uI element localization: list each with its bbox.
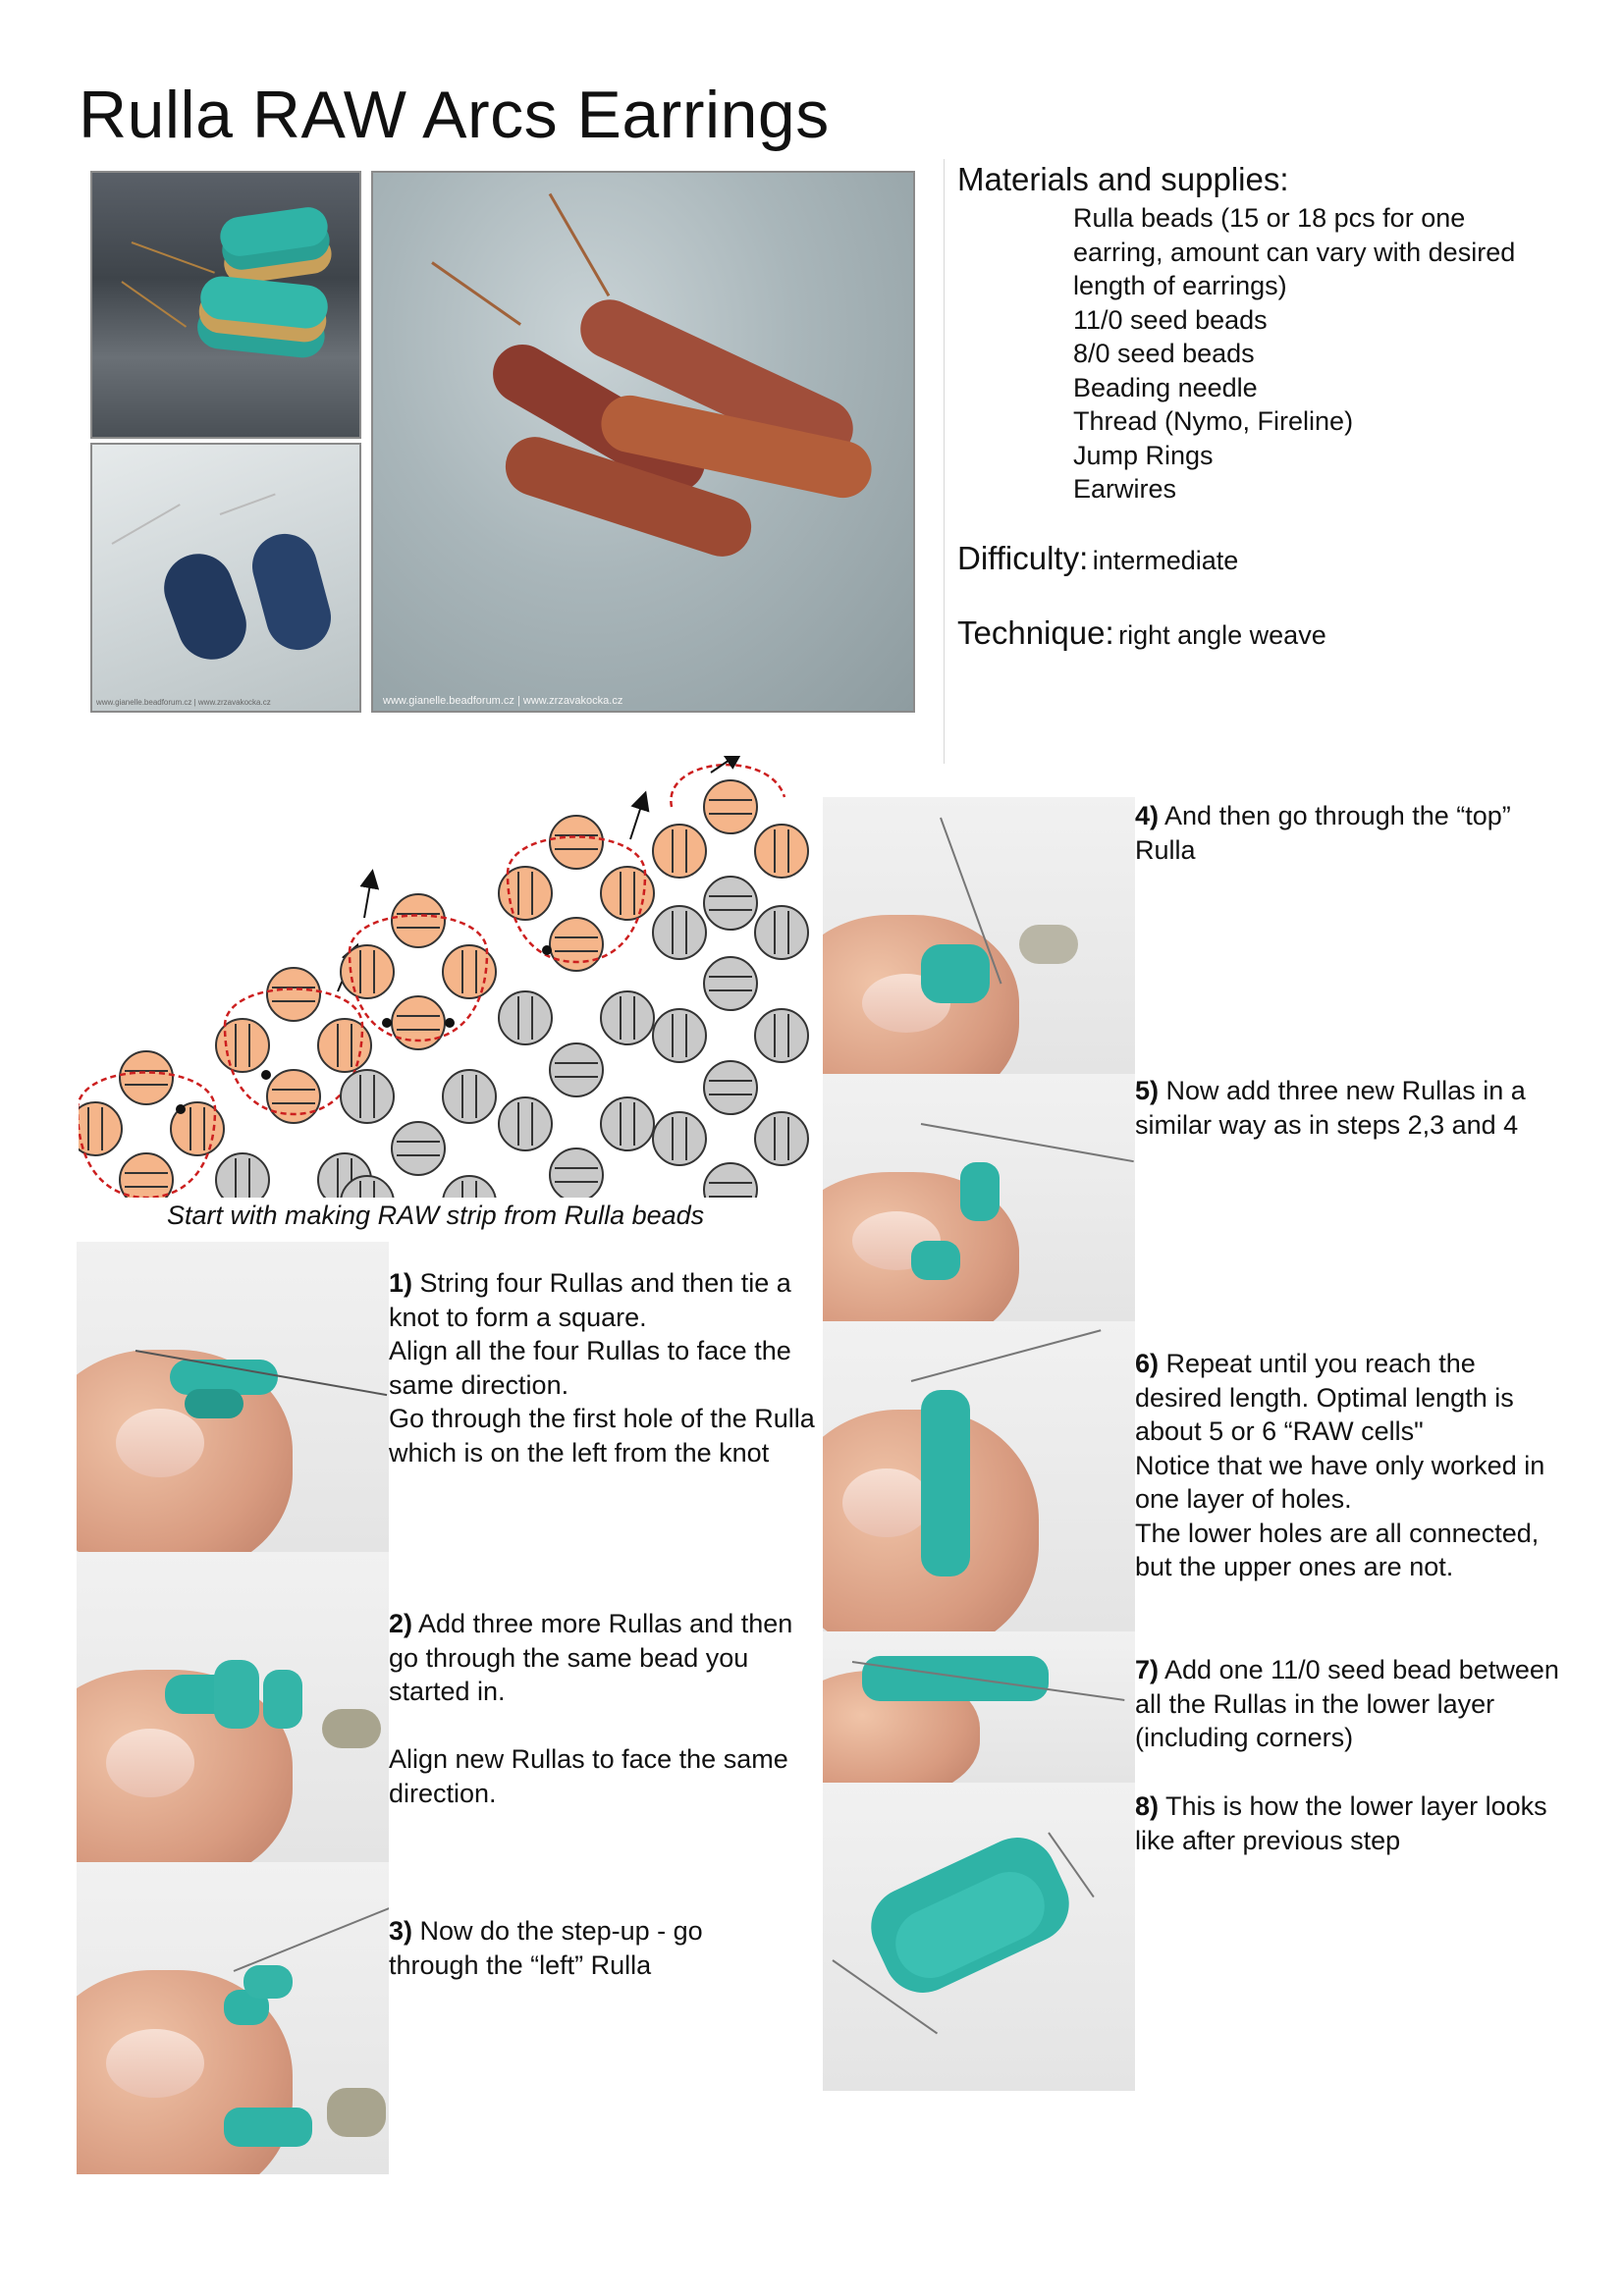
step-number: 1) (389, 1268, 413, 1298)
materials-list (1073, 201, 1554, 507)
materials-item: Beading needle (1073, 372, 1258, 402)
materials-heading: Materials and supplies: (957, 161, 1289, 197)
column-divider (944, 159, 945, 764)
photo-watermark: www.gianelle.beadforum.cz | www.zrzavakocka.cz (383, 695, 623, 707)
step-number: 6) (1135, 1349, 1160, 1378)
step-5-photo (823, 1074, 1135, 1321)
step-6-photo (823, 1321, 1135, 1631)
step-body: This is how the lower layer looks like after previous step (1135, 1791, 1547, 1855)
step-6-text (1135, 1347, 1567, 1584)
step-4-text (1135, 799, 1547, 867)
diagram-caption: Start with making RAW strip from Rulla beads (167, 1201, 705, 1230)
step-8-photo (823, 1783, 1135, 2091)
diagram-step-1 (79, 1051, 224, 1198)
materials-item: Jump Rings (1073, 440, 1214, 470)
step-1-text (389, 1266, 821, 1469)
step-body: Add one 11/0 seed bead between all the Rullas in the lower layer (including corners) (1135, 1655, 1559, 1752)
difficulty-label: Difficulty: (957, 540, 1089, 576)
step-body: Now do the step-up - go through the “left” Rulla (389, 1916, 703, 1980)
step-body: Add three more Rullas and then go through the same bead you started in. Align new Rullas to face the same direction. (389, 1609, 793, 1808)
materials-item: Thread (Nymo, Fireline) (1073, 406, 1354, 436)
step-body: Repeat until you reach the desired length. Optimal length is about 5 or 6 “RAW cells" Notice that we have only worked in one layer of holes. The lower holes are all connected, but the upper ones are not. (1135, 1349, 1545, 1581)
step-body: String four Rullas and then tie a knot to form a square. Align all the four Rullas to face the same direction. Go through the first hole of the Rulla which is on the left from the knot (389, 1268, 815, 1468)
step-1-photo (77, 1242, 389, 1552)
earrings-photo-blue (90, 443, 361, 713)
technique-value: right angle weave (1118, 620, 1326, 650)
step-number: 5) (1135, 1076, 1160, 1105)
step-number: 4) (1135, 801, 1160, 830)
step-7-photo (823, 1631, 1135, 1783)
step-2-text (389, 1607, 821, 1810)
materials-item: Earwires (1073, 474, 1177, 504)
raw-diagram (79, 756, 825, 1198)
difficulty-line (957, 540, 1238, 577)
step-body: And then go through the “top” Rulla (1135, 801, 1511, 865)
step-5-text (1135, 1074, 1547, 1142)
materials-item: 8/0 seed beads (1073, 339, 1255, 368)
diagram-step-4 (499, 800, 654, 971)
materials-item: 11/0 seed beads (1073, 304, 1268, 335)
step-number: 7) (1135, 1655, 1160, 1684)
technique-line (957, 614, 1326, 652)
difficulty-value: intermediate (1092, 546, 1239, 575)
photo-watermark: www.gianelle.beadforum.cz | www.zrzavakocka.cz (96, 698, 271, 707)
earrings-photo-main (371, 171, 915, 713)
step-3-photo (77, 1862, 389, 2174)
diagram-step-3 (341, 879, 496, 1049)
step-number: 8) (1135, 1791, 1160, 1821)
page-title: Rulla RAW Arcs Earrings (79, 78, 830, 152)
step-8-text (1135, 1789, 1567, 1857)
step-3-text (389, 1914, 782, 1982)
step-number: 2) (389, 1609, 413, 1638)
step-body: Now add three new Rullas in a similar way as in steps 2,3 and 4 (1135, 1076, 1526, 1140)
technique-label: Technique: (957, 614, 1114, 651)
step-2-photo (77, 1552, 389, 1862)
earrings-photo-turquoise (90, 171, 361, 439)
materials-item: Rulla beads (15 or 18 pcs for one earring, amount can vary with desired length of earrings) (1073, 203, 1516, 300)
step-7-text (1135, 1653, 1567, 1755)
step-4-photo (823, 797, 1135, 1074)
diagram-step-5 (653, 756, 808, 930)
step-number: 3) (389, 1916, 413, 1946)
